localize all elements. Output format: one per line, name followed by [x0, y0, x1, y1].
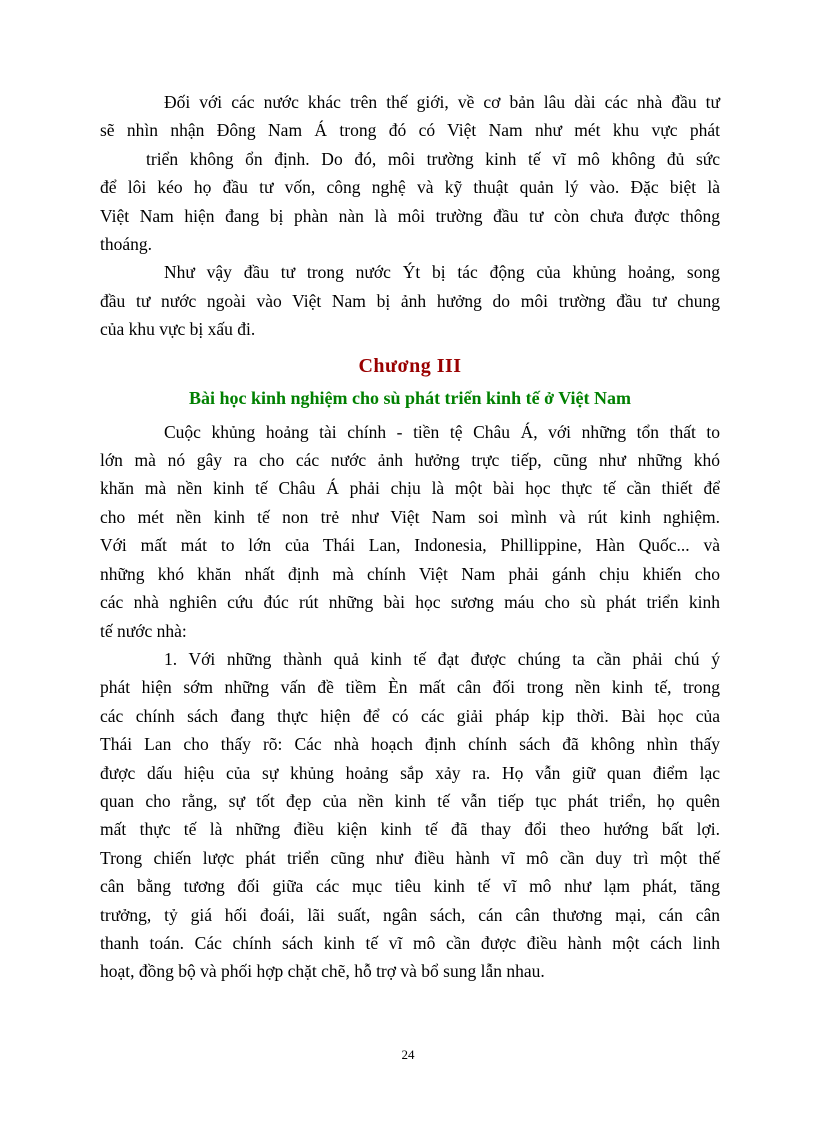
text-line: cân bằng tương đối giữa các mục tiêu kinh tế vĩ mô như lạm phát, tăng — [100, 876, 720, 897]
text-line: sẽ nhìn nhận Đông Nam Á trong đó có Việt Nam như mét khu vực phát — [100, 120, 720, 141]
text-line: khăn mà nền kinh tế Châu Á phải chịu là một bài học thực tế cần thiết để — [100, 478, 720, 499]
text-line: Việt Nam hiện đang bị phàn nàn là môi trường đầu tư còn chưa được thông — [100, 205, 720, 226]
chapter-heading: Chương III — [358, 354, 462, 377]
text-line: quan cho rằng, sự tốt đẹp của nền kinh tế vẫn tiếp tục phát triển, họ quên — [100, 790, 720, 811]
text-line: tế nước nhà: — [100, 620, 187, 641]
text-line: đầu tư nước ngoài vào Việt Nam bị ảnh hưởng do môi trường đầu tư chung — [100, 290, 720, 311]
paragraph — [100, 258, 720, 343]
text-line: triển không ổn định. Do đó, môi trường kinh tế vĩ mô không đủ sức — [146, 148, 720, 169]
text-line: Thái Lan cho thấy rõ: Các nhà hoạch định chính sách đã không nhìn thấy — [100, 734, 720, 755]
text-line: để lôi kéo họ đầu tư vốn, công nghệ và kỹ thuật quản lý vào. Đặc biệt là — [100, 177, 720, 198]
text-line: của khu vực bị xấu đi. — [100, 319, 256, 340]
text-line: Trong chiến lược phát triển cũng như điều hành vĩ mô cần duy trì một thế — [100, 847, 720, 868]
text-line: cho mét nền kinh tế non trẻ như Việt Nam soi mình và rút kinh nghiệm. — [100, 506, 720, 527]
text-line: Cuộc khủng hoảng tài chính - tiền tệ Châu Á, với những tổn thất to — [164, 421, 720, 442]
paragraph — [100, 645, 720, 986]
text-line: các nhà nghiên cứu đúc rút những bài học sương máu cho sù phát triển kinh — [100, 592, 720, 613]
text-line: thoáng. — [100, 234, 153, 255]
text-line: các chính sách đang thực hiện để có các giải pháp kịp thời. Bài học của — [100, 705, 720, 726]
text-line: Như vậy đầu tư trong nước Ýt bị tác động của khủng hoảng, song — [164, 262, 720, 283]
page-number: 24 — [401, 1047, 415, 1062]
text-line: những khó khăn nhất định mà chính Việt Nam phải gánh chịu khiến cho — [100, 563, 720, 584]
document-body — [100, 88, 720, 986]
text-line: hoạt, đồng bộ và phối hợp chặt chẽ, hỗ trợ và bổ sung lẫn nhau. — [100, 961, 545, 982]
text-line: trưởng, tỷ giá hối đoái, lãi suất, ngân sách, cán cân thương mại, cán cân — [100, 904, 720, 925]
text-line: 1. Với những thành quả kinh tế đạt được chúng ta cần phải chú ý — [164, 648, 720, 669]
text-line: được dấu hiệu của sự khủng hoảng sắp xảy ra. Họ vẫn giữ quan điểm lạc — [100, 762, 720, 783]
text-line: Đối với các nước khác trên thế giới, về cơ bản lâu dài các nhà đầu tư — [164, 92, 720, 112]
text-line: lớn mà nó gây ra cho các nước ảnh hưởng trực tiếp, cũng như những khó — [100, 450, 720, 471]
section-heading: Bài học kinh nghiệm cho sù phát triển kinh tế ở Việt Nam — [188, 387, 632, 408]
text-line: phát hiện sớm những vấn đề tiềm Èn mất cân đối trong nền kinh tế, trong — [100, 677, 720, 698]
paragraph — [100, 88, 720, 258]
text-line: thanh toán. Các chính sách kinh tế vĩ mô cần được điều hành một cách linh — [100, 932, 720, 953]
text-line: Với mất mát to lớn của Thái Lan, Indonesia, Phillippine, Hàn Quốc... và — [100, 535, 720, 556]
text-line: mất thực tế là những điều kiện kinh tế đã thay đổi theo hướng bất lợi. — [100, 819, 720, 840]
paragraph — [100, 418, 720, 645]
page-footer — [0, 1046, 816, 1064]
